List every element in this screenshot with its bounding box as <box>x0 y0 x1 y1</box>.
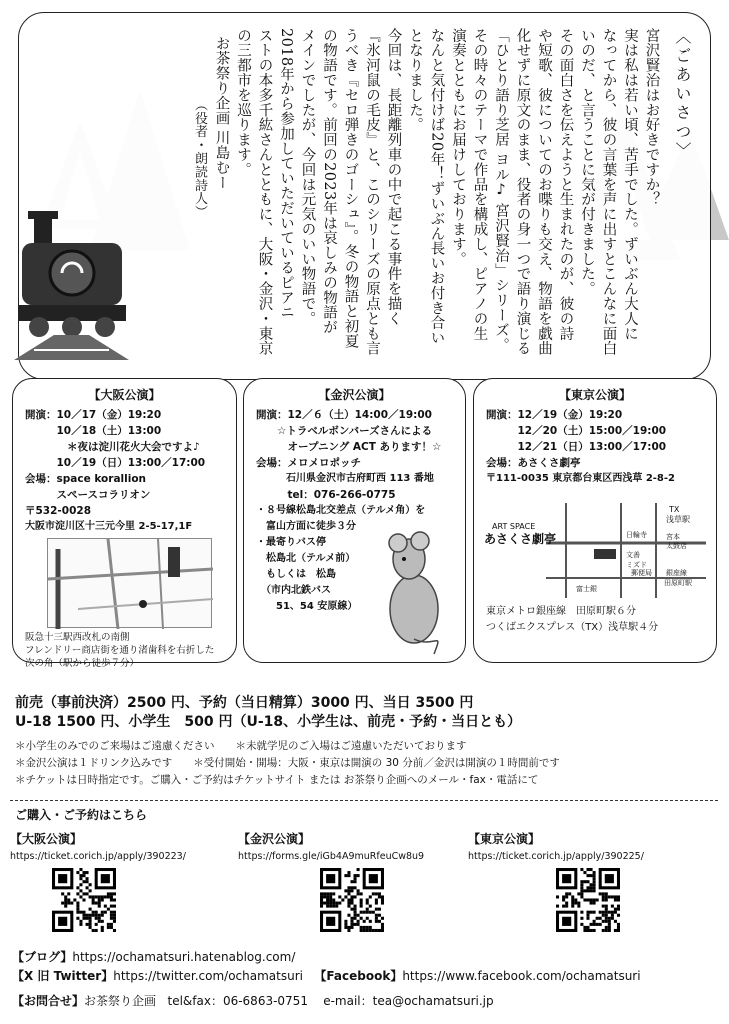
note-line: ＊チケットは日時指定です。ご購入・ご予約はチケットサイト または お茶祭り企画へのメール・fax・電話にて <box>15 774 539 786</box>
greeting-line: 演奏とともにお届けしております。 <box>450 28 466 267</box>
kanazawa-line: 松島北（テルメ前） <box>256 553 356 564</box>
tokyo-access: つくばエクスプレス（TX）浅草駅４分 <box>486 622 659 633</box>
organizer-name: お茶祭り企画 川島むー <box>213 36 230 191</box>
tokyo-line: 12／21（日）13:00／17:00 <box>486 441 667 453</box>
kanazawa-line: （市内北鉄バス <box>256 585 331 596</box>
greeting-line: ストの本多千紘さんとともに、大阪・金沢・東京 <box>256 28 273 356</box>
note-line: ＊小学生のみでのご来場はご遠慮ください ＊未就学児のご入場はご遠慮いただいております <box>15 740 467 752</box>
tokyo-line: 12／20（土）15:00／19:00 <box>486 425 667 437</box>
note-line: ＊金沢公演は１ドリンク込みです ＊受付開始・開場：大阪・東京は開演の 30 分前／金沢は開演の１時間前です <box>15 757 560 769</box>
kanazawa-title: 【金沢公演】 <box>318 388 391 402</box>
osaka-access-note: 阪急十三駅西改札の南側 <box>25 632 130 643</box>
contact-org: お茶祭り企画 <box>84 994 157 1008</box>
contact-label: 【お問合せ】 <box>12 994 85 1008</box>
osaka-line: 10／18（土）13:00 <box>25 425 162 437</box>
osaka-line: 会場：space korallion <box>25 473 147 485</box>
tokyo-map-label: ミズド <box>626 561 647 569</box>
osaka-line: 〒532-0028 <box>25 505 91 517</box>
kanazawa-line: tel：076-266-0775 <box>256 489 396 501</box>
purchase-tokyo-label: 【東京公演】 <box>468 832 541 846</box>
kanazawa-line: 会場：メロメロポッチ <box>256 457 361 469</box>
footer-contact <box>12 992 494 1009</box>
notes-section <box>15 738 560 789</box>
greeting-line: 「ひとり語り芝居 ヨル♪ 宮沢賢治」シリーズ。 <box>493 28 509 353</box>
tokyo-map-label: 富士銀 <box>576 585 597 593</box>
purchase-kanazawa-label: 【金沢公演】 <box>238 832 311 846</box>
purchase-osaka <box>10 830 186 862</box>
tokyo-map-label: 宮本 <box>666 533 680 541</box>
tokyo-access: 東京メトロ銀座線 田原町駅６分 <box>486 606 636 617</box>
pricing-line: 前売（事前決済）2500 円、予約（当日精算）3000 円、当日 3500 円 <box>15 695 474 711</box>
greeting-line: の物語です。前回の2023年は哀しみの物語が <box>321 28 337 335</box>
greeting-line: 化せずに原文のまま、役者の身一つで語り演じる <box>514 28 531 356</box>
tokyo-qr-code[interactable] <box>556 868 620 932</box>
tokyo-map-label: TX <box>669 505 680 514</box>
greeting-line: メインでしたが、今回は元気のいい物語で。 <box>299 28 316 326</box>
mouse-illustration <box>374 529 454 659</box>
greeting-line: 『氷河鼠の毛皮』と、このシリーズの原点とも言 <box>364 28 380 356</box>
facebook-label: 【Facebook】 <box>314 969 403 983</box>
kanazawa-line: もしくは 松島 <box>256 569 336 580</box>
footer-blog <box>12 948 295 965</box>
tokyo-title: 【東京公演】 <box>558 388 631 402</box>
greeting-line: なんと気付けば20年！ずいぶん長いお付き合い <box>428 28 445 346</box>
osaka-access-note: フレンドリー商店街を通り渚歯科を右折した <box>25 645 215 656</box>
purchase-tokyo <box>468 830 644 862</box>
greeting-line: うべき『セロ弾きのゴーシュ』。冬の物語と初夏 <box>342 28 359 349</box>
purchase-osaka-label: 【大阪公演】 <box>10 832 83 846</box>
osaka-access-note: 次の角（駅から徒歩７分） <box>25 658 140 669</box>
email[interactable]: e-mail：tea@ochamatsuri.jp <box>323 994 494 1008</box>
kanazawa-line: 石川県金沢市古府町西 113 番地 <box>256 473 434 484</box>
osaka-qr-code[interactable] <box>52 868 116 932</box>
greeting-line: の三都市を巡ります。 <box>235 28 251 177</box>
organizer-role: （役者・朗読詩人） <box>192 98 207 219</box>
purchase-osaka-url[interactable]: https://ticket.corich.jp/apply/390223/ <box>10 851 186 862</box>
pricing-line: U-18 1500 円、小学生 500 円（U-18、小学生は、前売・予約・当日とも） <box>15 714 522 730</box>
telfax: tel&fax：06-6863-0751 <box>167 994 308 1008</box>
kanazawa-line: 51、54 安原線） <box>256 601 358 612</box>
kanazawa-line: ・最寄りバス停 <box>256 537 326 548</box>
greeting-line: となりました。 <box>407 28 423 133</box>
tokyo-theater-logo-small: ART SPACE <box>492 522 536 531</box>
osaka-line: 大阪市淀川区十三元今里 2-5-17,1F <box>25 521 193 532</box>
tokyo-line: 開演：12／19（金）19:20 <box>486 409 623 421</box>
greeting-text <box>189 28 694 358</box>
tokyo-map-label: 銀座線 <box>666 569 687 577</box>
osaka-map-drawing <box>48 539 213 629</box>
tokyo-map-label: 日輪寺 <box>626 531 647 539</box>
osaka-line: 10／19（日）13:00／17:00 <box>25 457 206 469</box>
tokyo-venue-card <box>473 378 717 663</box>
tokyo-map-label: 浅草駅 <box>666 515 690 524</box>
tokyo-line: 〒111-0035 東京都台東区西浅草 2-8-2 <box>486 473 675 484</box>
blog-label: 【ブログ】 <box>12 950 73 964</box>
greeting-line: 今回は、長距離列車の中で起こる事件を描く <box>385 28 402 326</box>
kanazawa-line: ☆トラベルボンバーズさんによる <box>256 425 433 437</box>
kanazawa-line: オープニング ACT あります！☆ <box>256 441 442 453</box>
purchase-tokyo-url[interactable]: https://ticket.corich.jp/apply/390225/ <box>468 851 644 862</box>
greeting-line: や短歌、彼についてのお喋りも交え、物語を戯曲 <box>536 28 552 356</box>
greeting-line: 宮沢賢治はお好きですか？ <box>643 28 660 207</box>
x-label: 【X 旧 Twitter】 <box>12 969 114 983</box>
purchase-kanazawa-url[interactable]: https://forms.gle/iGb4A9muRfeuCw8u9 <box>238 851 425 862</box>
greeting-line: 2018年から参加していただいているピアニ <box>278 28 294 320</box>
purchase-title: ご購入・ご予約はこちら <box>15 808 148 822</box>
x-url[interactable]: https://twitter.com/ochamatsuri <box>113 969 303 983</box>
osaka-map <box>47 538 212 628</box>
tokyo-map-label: 田原町駅 <box>664 579 692 587</box>
tokyo-map-label: 文善 <box>626 551 640 559</box>
dashed-divider <box>10 800 718 801</box>
pricing-section <box>15 694 521 732</box>
tokyo-map <box>546 503 706 598</box>
kanazawa-venue-card <box>243 378 466 663</box>
kanazawa-line: ・８号線松島北交差点（テルメ角）を <box>256 505 426 516</box>
tokyo-theater-logo: あさくさ劇亭 <box>484 532 557 546</box>
osaka-title: 【大阪公演】 <box>88 388 161 402</box>
kanazawa-line: 富山方面に徒歩３分 <box>256 521 356 532</box>
steam-locomotive-illustration <box>14 205 129 360</box>
greeting-line: なってから、彼の言葉を声に出すとこんなに面白 <box>600 28 617 356</box>
osaka-line: スペースコラリオン <box>25 489 151 501</box>
footer-social <box>12 967 641 984</box>
greeting-line: 実は私は若い頃、苦手でした。ずいぶん大人に <box>622 28 638 341</box>
greeting-line: その面白さを伝えようと生まれたのが、彼の詩 <box>557 28 574 341</box>
purchase-kanazawa <box>238 830 424 862</box>
blog-url[interactable]: https://ochamatsuri.hatenablog.com/ <box>72 950 296 964</box>
tokyo-line: 会場：あさくさ劇亭 <box>486 457 581 469</box>
osaka-line: 開演：10／17（金）19:20 <box>25 409 162 421</box>
tokyo-map-label: 太鼓店 <box>666 542 687 550</box>
kanazawa-qr-code[interactable] <box>320 868 384 932</box>
osaka-venue-card <box>12 378 237 669</box>
facebook-url[interactable]: https://www.facebook.com/ochamatsuri <box>402 969 641 983</box>
kanazawa-line: 開演：12／６（土）14:00／19:00 <box>256 409 432 421</box>
greeting-line: その時々のテーマで作品を構成し、ピアノの生 <box>471 28 488 341</box>
greeting-line: いのだ、と言うことに気が付きました。 <box>579 28 595 297</box>
osaka-line: ＊夜は淀川花火大会ですよ♪ <box>25 441 200 453</box>
greeting-title: 〈ごあいさつ〉 <box>673 28 692 161</box>
tokyo-map-label: 郵便局 <box>631 569 652 577</box>
